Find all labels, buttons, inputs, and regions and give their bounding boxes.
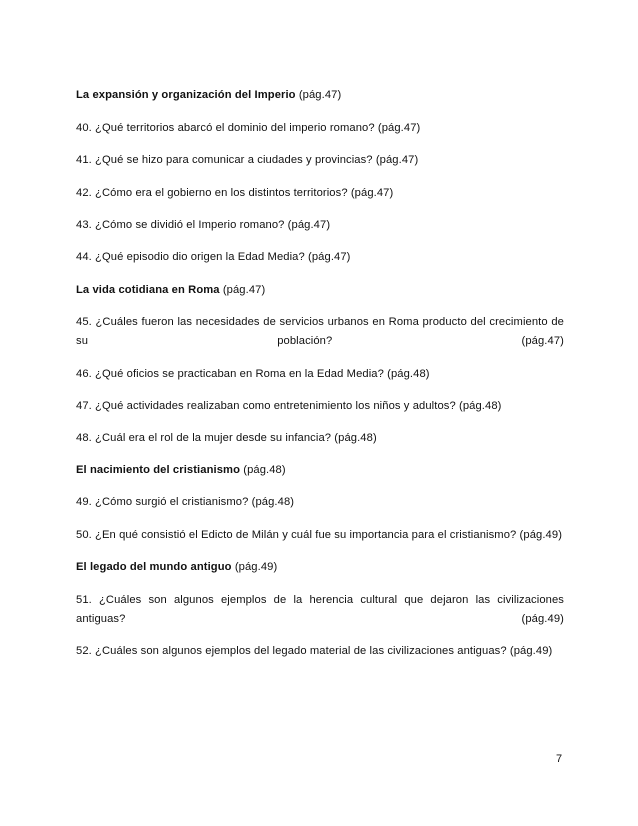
section-heading-page-ref: (pág.47) — [295, 89, 342, 101]
section-heading — [76, 558, 564, 577]
question-item: 47. ¿Qué actividades realizaban como entretenimiento los niños y adultos? (pág.48) — [76, 400, 502, 412]
section-heading-title: La expansión y organización del Imperio — [76, 89, 296, 101]
section-heading-page-ref: (pág.49) — [231, 561, 278, 573]
question-item: 45. ¿Cuáles fueron las necesidades de servicios urbanos en Roma producto del crecimiento de su población? (pág.47) — [76, 316, 564, 347]
question-item: 46. ¿Qué oficios se practicaban en Roma en la Edad Media? (pág.48) — [76, 368, 430, 380]
question-item: 51. ¿Cuáles son algunos ejemplos de la herencia cultural que dejaron las civilizaciones antiguas? (pág.49) — [76, 594, 564, 625]
question-item: 44. ¿Qué episodio dio origen la Edad Media? (pág.47) — [76, 251, 351, 263]
section-heading-title: El legado del mundo antiguo — [76, 561, 232, 573]
section-heading — [76, 86, 564, 105]
section-heading-title: La vida cotidiana en Roma — [76, 284, 220, 296]
section-heading — [76, 461, 564, 480]
section-heading-page-ref: (pág.48) — [240, 464, 286, 476]
section-heading — [76, 281, 564, 300]
question-item: 50. ¿En qué consistió el Edicto de Milán y cuál fue su importancia para el cristianismo? (pág.49) — [76, 529, 563, 541]
section-heading-title: El nacimiento del cristianismo — [76, 464, 241, 476]
question-item: 42. ¿Cómo era el gobierno en los distintos territorios? (pág.47) — [76, 187, 394, 199]
question-item: 43. ¿Cómo se dividió el Imperio romano? (pág.47) — [76, 219, 331, 231]
page-number: 7 — [556, 753, 563, 765]
question-item: 48. ¿Cuál era el rol de la mujer desde su infancia? (pág.48) — [76, 432, 377, 444]
question-item: 49. ¿Cómo surgió el cristianismo? (pág.48) — [76, 496, 295, 508]
question-item: 41. ¿Qué se hizo para comunicar a ciudades y provincias? (pág.47) — [76, 154, 419, 166]
question-item: 40. ¿Qué territorios abarcó el dominio del imperio romano? (pág.47) — [76, 122, 421, 134]
question-item: 52. ¿Cuáles son algunos ejemplos del legado material de las civilizaciones antiguas? (pág.49) — [76, 645, 553, 657]
section-heading-page-ref: (pág.47) — [219, 284, 266, 296]
